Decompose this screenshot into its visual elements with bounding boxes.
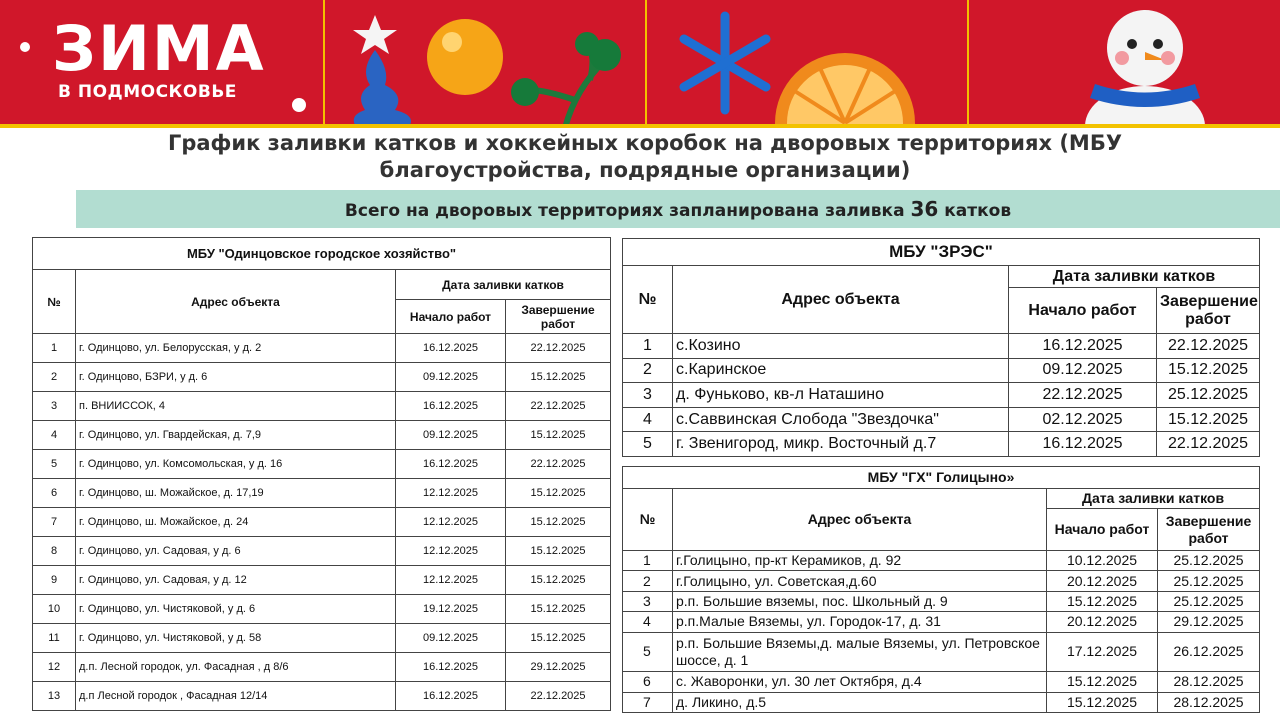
row-start-date: 16.12.2025 [396,334,506,363]
row-address: г. Одинцово, ш. Можайское, д. 24 [76,508,396,537]
confetti-dot [292,98,306,112]
row-end-date: 25.12.2025 [1158,571,1260,591]
orange-slice-icon [770,48,920,128]
row-end-date: 15.12.2025 [506,624,611,653]
row-start-date: 15.12.2025 [1047,692,1158,712]
row-number: 6 [623,672,673,692]
row-end-date: 22.12.2025 [1157,334,1260,359]
table-odintsovo [32,237,611,711]
row-start-date: 12.12.2025 [396,479,506,508]
row-number: 10 [33,595,76,624]
summary-bar [76,190,1280,228]
col-header-end: Завершение работ [1157,288,1260,334]
row-address: д.п Лесной городок , Фасадная 12/14 [76,682,396,711]
row-end-date: 15.12.2025 [506,479,611,508]
row-end-date: 15.12.2025 [1157,407,1260,432]
row-start-date: 16.12.2025 [396,682,506,711]
winter-banner [0,0,1280,128]
table-row [33,595,611,624]
row-start-date: 17.12.2025 [1047,632,1158,672]
row-number: 5 [623,432,673,457]
row-address: г. Одинцово, ш. Можайское, д. 17,19 [76,479,396,508]
table-row [623,407,1260,432]
table-row [33,508,611,537]
table-row [33,334,611,363]
table-row [33,450,611,479]
table-row [33,653,611,682]
row-address: р.п. Большие Вяземы,д. малые Вяземы, ул. Петровское шоссе, д. 1 [673,632,1047,672]
row-start-date: 16.12.2025 [396,450,506,479]
row-number: 2 [623,358,673,383]
row-address: г. Одинцово, ул. Садовая, у д. 6 [76,537,396,566]
summary-text [76,190,1280,230]
table-row [623,612,1260,632]
snowflake-icon [670,8,780,118]
row-start-date: 15.12.2025 [1047,591,1158,611]
col-header-address: Адрес объекта [673,489,1047,551]
row-address: г. Одинцово, ул. Белорусская, у д. 2 [76,334,396,363]
row-address: с. Жаворонки, ул. 30 лет Октября, д.4 [673,672,1047,692]
row-address: г. Одинцово, БЗРИ, у д. 6 [76,363,396,392]
row-end-date: 22.12.2025 [506,682,611,711]
table-title: МБУ "ГХ" Голицыно» [623,467,1260,489]
table-row [623,383,1260,408]
row-address: г.Голицыно, пр-кт Керамиков, д. 92 [673,551,1047,571]
row-number: 4 [623,612,673,632]
table-row [623,358,1260,383]
row-address: д. Ликино, д.5 [673,692,1047,712]
col-header-start: Начало работ [396,300,506,334]
col-header-end: Завершение работ [1158,509,1260,551]
row-start-date: 22.12.2025 [1009,383,1157,408]
col-header-start: Начало работ [1009,288,1157,334]
table-row [623,432,1260,457]
table-row [33,392,611,421]
row-address: д. Фуньково, кв-л Наташино [673,383,1009,408]
row-end-date: 28.12.2025 [1158,692,1260,712]
row-end-date: 22.12.2025 [506,450,611,479]
table-row [623,632,1260,672]
row-start-date: 02.12.2025 [1009,407,1157,432]
table-row [623,591,1260,611]
row-address: р.п.Малые Вяземы, ул. Городок-17, д. 31 [673,612,1047,632]
row-address: р.п. Большие вяземы, пос. Школьный д. 9 [673,591,1047,611]
row-end-date: 29.12.2025 [506,653,611,682]
table-row [33,363,611,392]
summary-prefix: Всего на дворовых территориях запланирована заливка [344,201,905,221]
row-address: г. Одинцово, ул. Садовая, у д. 12 [76,566,396,595]
row-address: с.Каринское [673,358,1009,383]
row-number: 3 [623,383,673,408]
row-end-date: 28.12.2025 [1158,672,1260,692]
row-number: 5 [623,632,673,672]
row-start-date: 20.12.2025 [1047,571,1158,591]
row-address: г. Одинцово, ул. Комсомольская, у д. 16 [76,450,396,479]
row-number: 2 [33,363,76,392]
row-number: 4 [623,407,673,432]
row-number: 3 [33,392,76,421]
row-number: 3 [623,591,673,611]
row-end-date: 26.12.2025 [1158,632,1260,672]
row-start-date: 16.12.2025 [1009,432,1157,457]
row-start-date: 16.12.2025 [396,653,506,682]
row-number: 8 [33,537,76,566]
table-row [33,537,611,566]
col-header-num: № [623,266,673,334]
table-golitsyno [622,466,1260,713]
row-number: 2 [623,571,673,591]
table-row [33,479,611,508]
row-start-date: 12.12.2025 [396,566,506,595]
row-address: с.Саввинская Слобода "Звездочка" [673,407,1009,432]
table-title: МБУ "ЗРЭС" [623,239,1260,266]
snowman-icon [1070,6,1220,128]
row-address: г. Одинцово, ул. Чистяковой, у д. 6 [76,595,396,624]
table-row [33,682,611,711]
row-start-date: 15.12.2025 [1047,672,1158,692]
row-number: 11 [33,624,76,653]
table-row [33,624,611,653]
col-header-num: № [623,489,673,551]
row-start-date: 09.12.2025 [396,421,506,450]
row-end-date: 15.12.2025 [506,537,611,566]
table-row [623,334,1260,359]
col-header-dates: Дата заливки катков [396,270,611,300]
row-address: п. ВНИИССОК, 4 [76,392,396,421]
row-number: 7 [33,508,76,537]
page-title: График заливки катков и хоккейных коробок на дворовых территориях (МБУ благоустройства, подрядные организации) [167,131,1123,182]
row-start-date: 12.12.2025 [396,508,506,537]
table-row [623,672,1260,692]
row-end-date: 15.12.2025 [1157,358,1260,383]
row-start-date: 19.12.2025 [396,595,506,624]
row-start-date: 16.12.2025 [1009,334,1157,359]
row-address: с.Козино [673,334,1009,359]
row-number: 12 [33,653,76,682]
row-number: 4 [33,421,76,450]
table-row [623,692,1260,712]
row-number: 5 [33,450,76,479]
row-address: д.п. Лесной городок, ул. Фасадная , д 8/6 [76,653,396,682]
col-header-start: Начало работ [1047,509,1158,551]
summary-count: 36 [910,197,939,221]
col-header-dates: Дата заливки катков [1047,489,1260,509]
row-number: 1 [623,334,673,359]
row-address: г.Голицыно, ул. Советская,д.60 [673,571,1047,591]
row-address: г. Одинцово, ул. Чистяковой, у д. 58 [76,624,396,653]
table-zres [622,238,1260,457]
col-header-address: Адрес объекта [76,270,396,334]
col-header-dates: Дата заливки катков [1009,266,1260,288]
row-end-date: 29.12.2025 [1158,612,1260,632]
table-row [33,566,611,595]
banner-gold-stripe [0,124,1280,128]
confetti-dot [20,42,30,52]
row-start-date: 09.12.2025 [396,624,506,653]
berry-branch-icon [495,30,635,128]
row-start-date: 20.12.2025 [1047,612,1158,632]
row-start-date: 10.12.2025 [1047,551,1158,571]
row-address: г. Звенигород, микр. Восточный д.7 [673,432,1009,457]
table-title: МБУ "Одинцовское городское хозяйство" [33,238,611,270]
row-end-date: 25.12.2025 [1157,383,1260,408]
zima-logo-subtitle: В ПОДМОСКОВЬЕ [58,82,237,102]
row-start-date: 16.12.2025 [396,392,506,421]
row-end-date: 15.12.2025 [506,421,611,450]
row-end-date: 22.12.2025 [506,392,611,421]
row-end-date: 22.12.2025 [1157,432,1260,457]
row-number: 9 [33,566,76,595]
row-number: 7 [623,692,673,712]
row-end-date: 15.12.2025 [506,566,611,595]
row-end-date: 22.12.2025 [506,334,611,363]
row-end-date: 25.12.2025 [1158,591,1260,611]
row-end-date: 15.12.2025 [506,595,611,624]
row-end-date: 25.12.2025 [1158,551,1260,571]
row-start-date: 09.12.2025 [1009,358,1157,383]
row-number: 13 [33,682,76,711]
table-row [33,421,611,450]
zima-logo: ЗИМА [52,12,266,85]
col-header-end: Завершение работ [506,300,611,334]
row-end-date: 15.12.2025 [506,363,611,392]
row-address: г. Одинцово, ул. Гвардейская, д. 7,9 [76,421,396,450]
col-header-address: Адрес объекта [673,266,1009,334]
row-end-date: 15.12.2025 [506,508,611,537]
row-number: 6 [33,479,76,508]
summary-suffix: катков [944,201,1012,221]
table-row [623,571,1260,591]
table-row [623,551,1260,571]
row-start-date: 09.12.2025 [396,363,506,392]
row-start-date: 12.12.2025 [396,537,506,566]
row-number: 1 [33,334,76,363]
row-number: 1 [623,551,673,571]
col-header-num: № [33,270,76,334]
